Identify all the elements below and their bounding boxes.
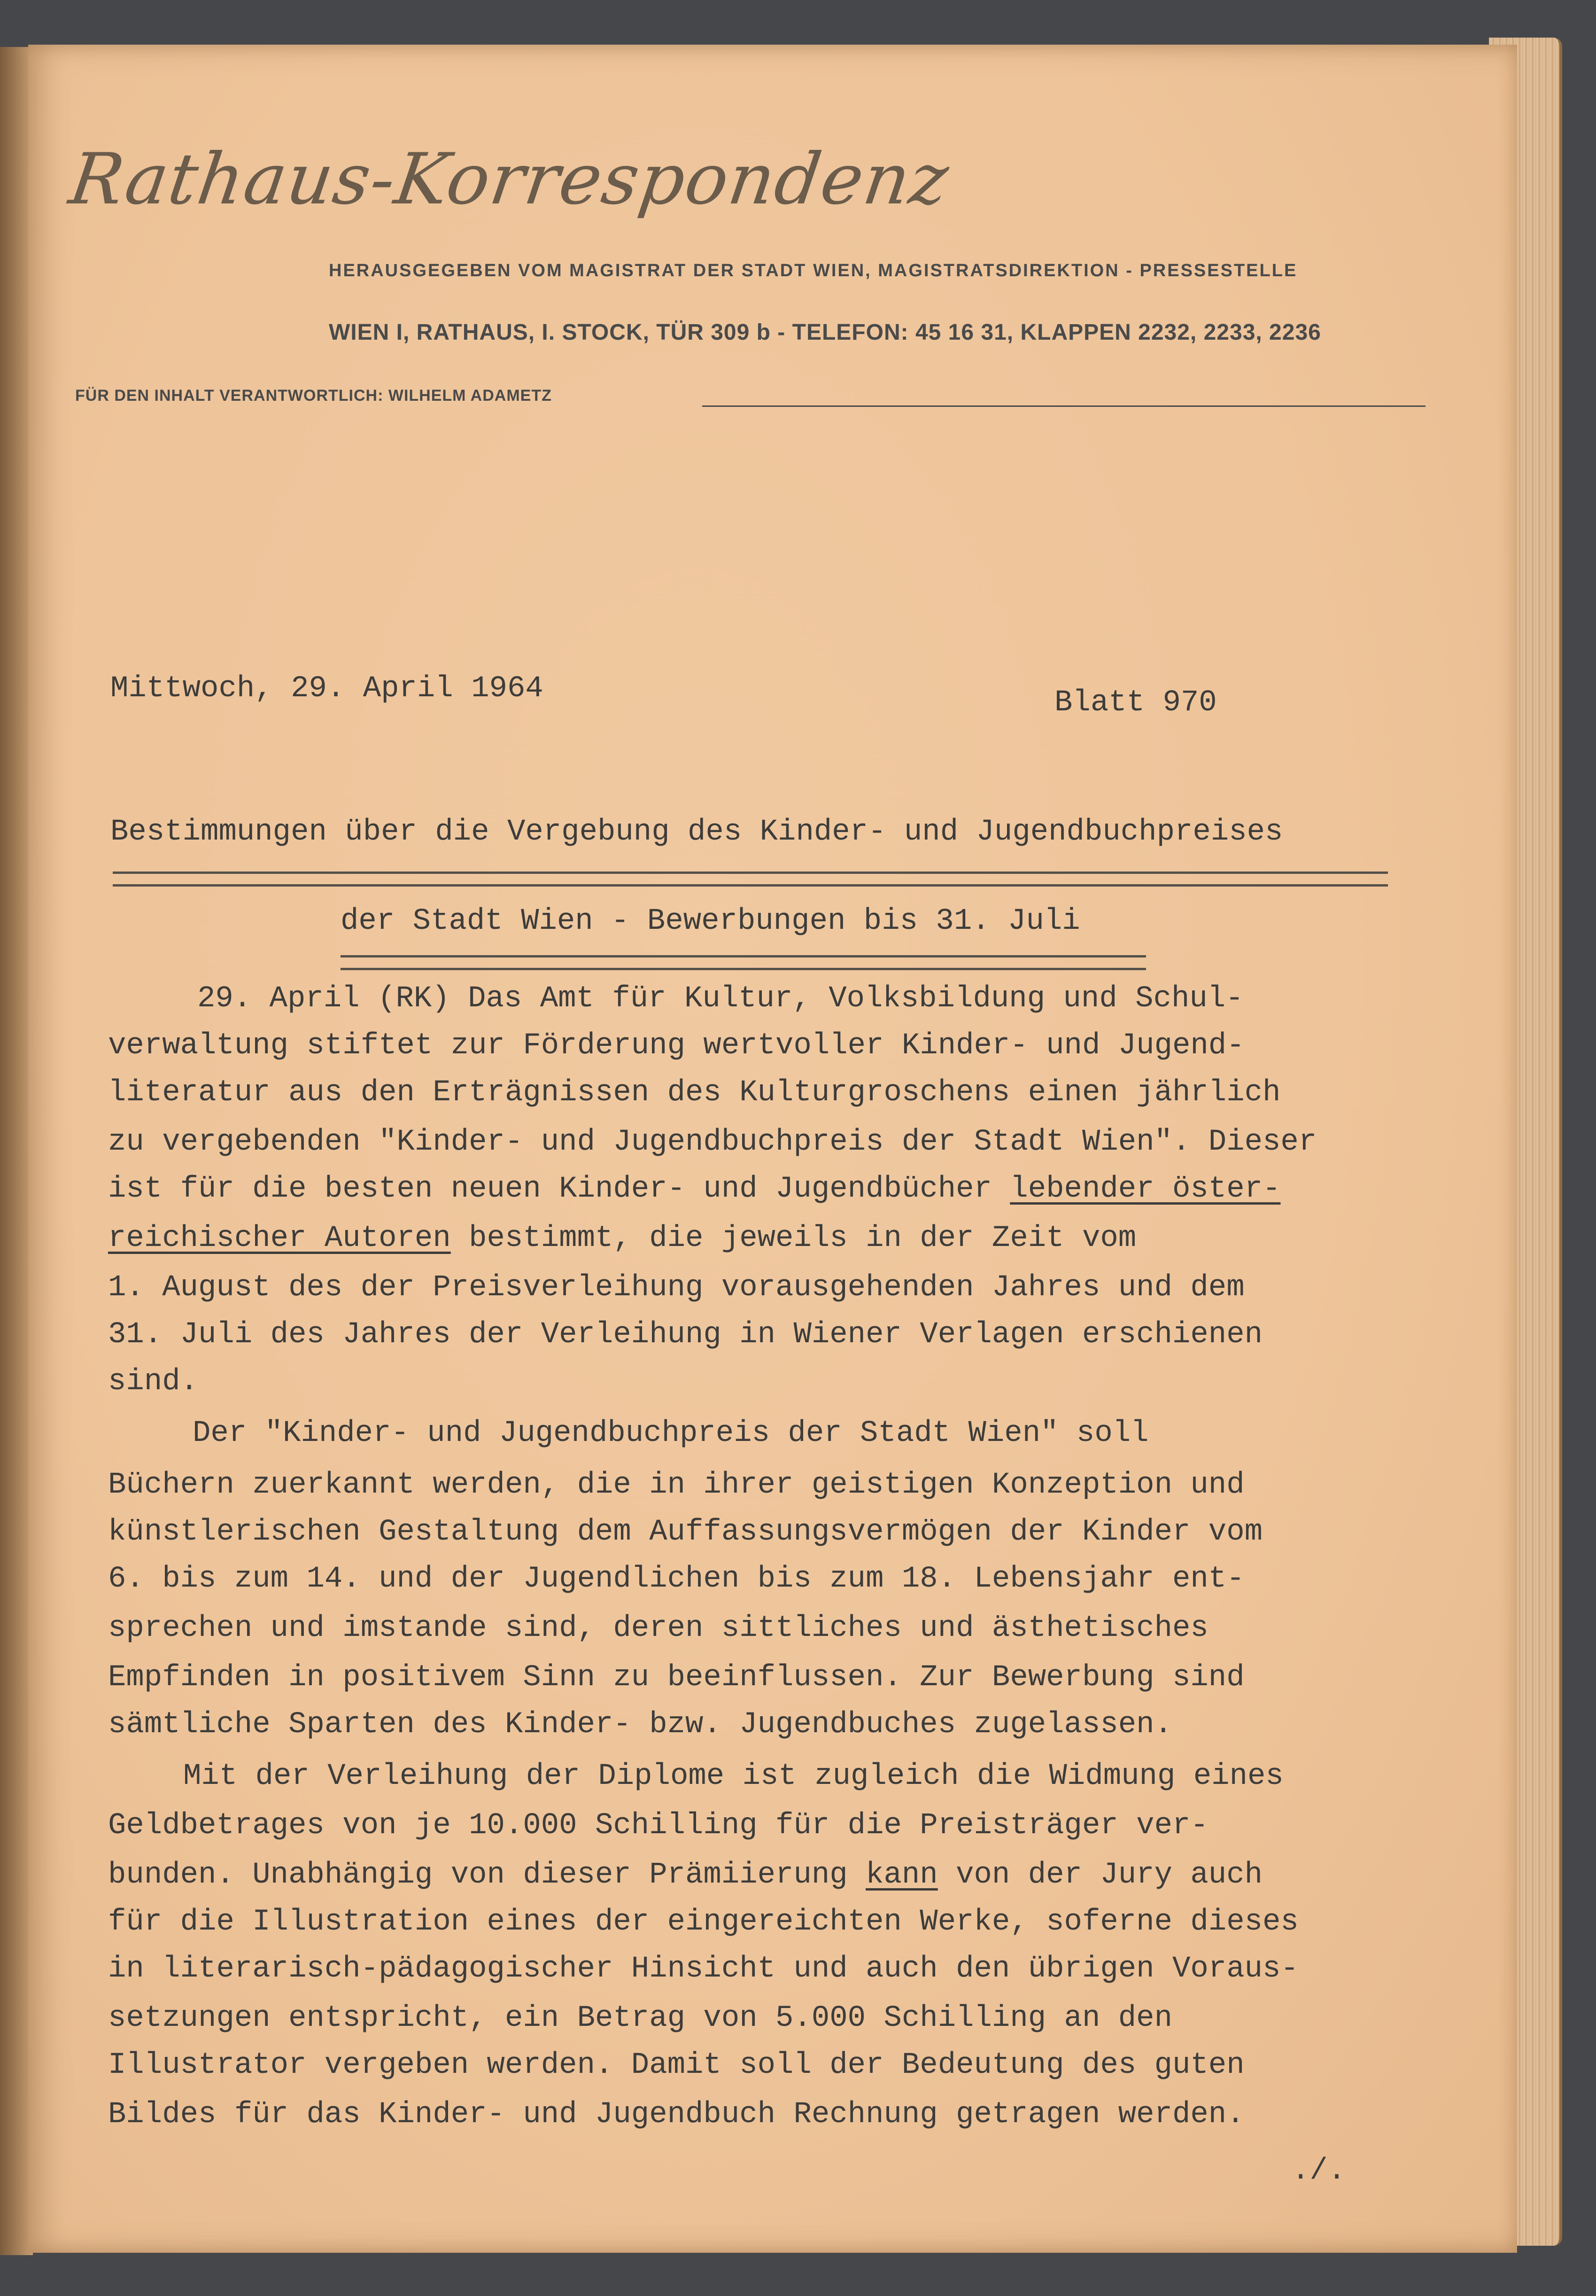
body-line (108, 1708, 1172, 1742)
body-line (183, 1759, 1284, 1793)
body-line (108, 1271, 1245, 1305)
body-text: 29. April (RK) Das Amt für Kultur, Volksbildung und Schul- (197, 982, 1244, 1016)
body-line (108, 1858, 1263, 1892)
body-line (108, 1318, 1263, 1352)
body-line (108, 1952, 1299, 1986)
body-line (108, 1562, 1245, 1596)
responsible-line: FÜR DEN INHALT VERANTWORTLICH: WILHELM ADAMETZ (75, 387, 552, 405)
underlined-text: kann (866, 1858, 938, 1892)
body-line (108, 1125, 1317, 1159)
body-text: künstlerischen Gestaltung dem Auffassungsvermögen der Kinder vom (108, 1515, 1263, 1549)
body-text: Mit der Verleihung der Diplome ist zugleich die Widmung eines (183, 1759, 1284, 1793)
body-text: setzungen entspricht, ein Betrag von 5.000 Schilling an den (108, 2001, 1172, 2035)
body-line (108, 2048, 1245, 2082)
body-text: Empfinden in positivem Sinn zu beeinflussen. Zur Bewerbung sind (108, 1661, 1245, 1695)
body-text: ist für die besten neuen Kinder- und Jugendbücher (108, 1172, 1010, 1206)
article-title-line-1: Bestimmungen über die Vergebung des Kinder- und Jugendbuchpreises (110, 815, 1283, 849)
body-text: für die Illustration eines der eingereichten Werke, soferne dieses (108, 1905, 1299, 1939)
title-double-underline-1 (113, 872, 1388, 887)
body-line (108, 1905, 1299, 1939)
body-line (108, 1611, 1209, 1645)
masthead-logo: Rathaus-Korrespondenz (64, 139, 954, 220)
body-line (108, 1076, 1280, 1110)
body-line (108, 2001, 1172, 2035)
body-text: Geldbetrages von je 10.000 Schilling für die Preisträger ver- (108, 1809, 1209, 1843)
header-rule (702, 405, 1426, 407)
publisher-line: HERAUSGEGEBEN VOM MAGISTRAT DER STADT WIEN, MAGISTRATSDIREKTION - PRESSESTELLE (329, 261, 1298, 280)
date-line: Mittwoch, 29. April 1964 (110, 672, 543, 706)
body-line (108, 1515, 1263, 1549)
body-text: sprechen und imstande sind, deren sittliches und ästhetisches (108, 1611, 1209, 1645)
body-text: bunden. Unabhängig von dieser Prämiierung (108, 1858, 866, 1892)
body-text: Illustrator vergeben werden. Damit soll der Bedeutung des guten (108, 2048, 1245, 2082)
address-line: WIEN I, RATHAUS, I. STOCK, TÜR 309 b - TELEFON: 45 16 31, KLAPPEN 2232, 2233, 2236 (329, 320, 1321, 345)
body-text: von der Jury auch (937, 1858, 1263, 1892)
body-line (108, 1029, 1245, 1063)
body-line (108, 1661, 1245, 1695)
underlined-text: lebender öster- (1010, 1172, 1281, 1206)
body-text: in literarisch-pädagogischer Hinsicht und auch den übrigen Voraus- (108, 1952, 1299, 1986)
body-text: Büchern zuerkannt werden, die in ihrer geistigen Konzeption und (108, 1468, 1245, 1502)
body-line (193, 1417, 1149, 1450)
article-title-line-2: der Stadt Wien - Bewerbungen bis 31. Juli (341, 904, 1080, 938)
body-line (108, 1365, 198, 1399)
body-text: Der "Kinder- und Jugendbuchpreis der Stadt Wien" soll (193, 1417, 1149, 1450)
body-line (108, 2098, 1245, 2132)
body-line (108, 1222, 1136, 1255)
body-text: literatur aus den Erträgnissen des Kulturgroschens einen jährlich (108, 1076, 1281, 1110)
underlined-text: reichischer Autoren (108, 1222, 451, 1255)
body-text: sind. (108, 1365, 199, 1399)
body-text: 1. August des der Preisverleihung vorausgehenden Jahres und dem (108, 1271, 1245, 1305)
body-text: sämtliche Sparten des Kinder- bzw. Jugendbuches zugelassen. (108, 1708, 1172, 1742)
body-line (197, 982, 1244, 1016)
body-line (108, 1468, 1245, 1502)
body-line (108, 1172, 1280, 1206)
body-text: Bildes für das Kinder- und Jugendbuch Rechnung getragen werden. (108, 2098, 1245, 2132)
body-line (108, 1809, 1209, 1843)
body-text: verwaltung stiftet zur Förderung wertvoller Kinder- und Jugend- (108, 1029, 1245, 1063)
sheet-number: Blatt 970 (1054, 686, 1217, 720)
body-text: bestimmt, die jeweils in der Zeit vom (450, 1222, 1137, 1255)
continuation-mark: ./. (1292, 2154, 1346, 2188)
document-page (28, 45, 1517, 2253)
body-text: 6. bis zum 14. und der Jugendlichen bis zum 18. Lebensjahr ent- (108, 1562, 1245, 1596)
title-double-underline-2 (341, 955, 1146, 970)
body-text: zu vergebenden "Kinder- und Jugendbuchpreis der Stadt Wien". Dieser (108, 1125, 1317, 1159)
body-text: 31. Juli des Jahres der Verleihung in Wiener Verlagen erschienen (108, 1318, 1263, 1352)
